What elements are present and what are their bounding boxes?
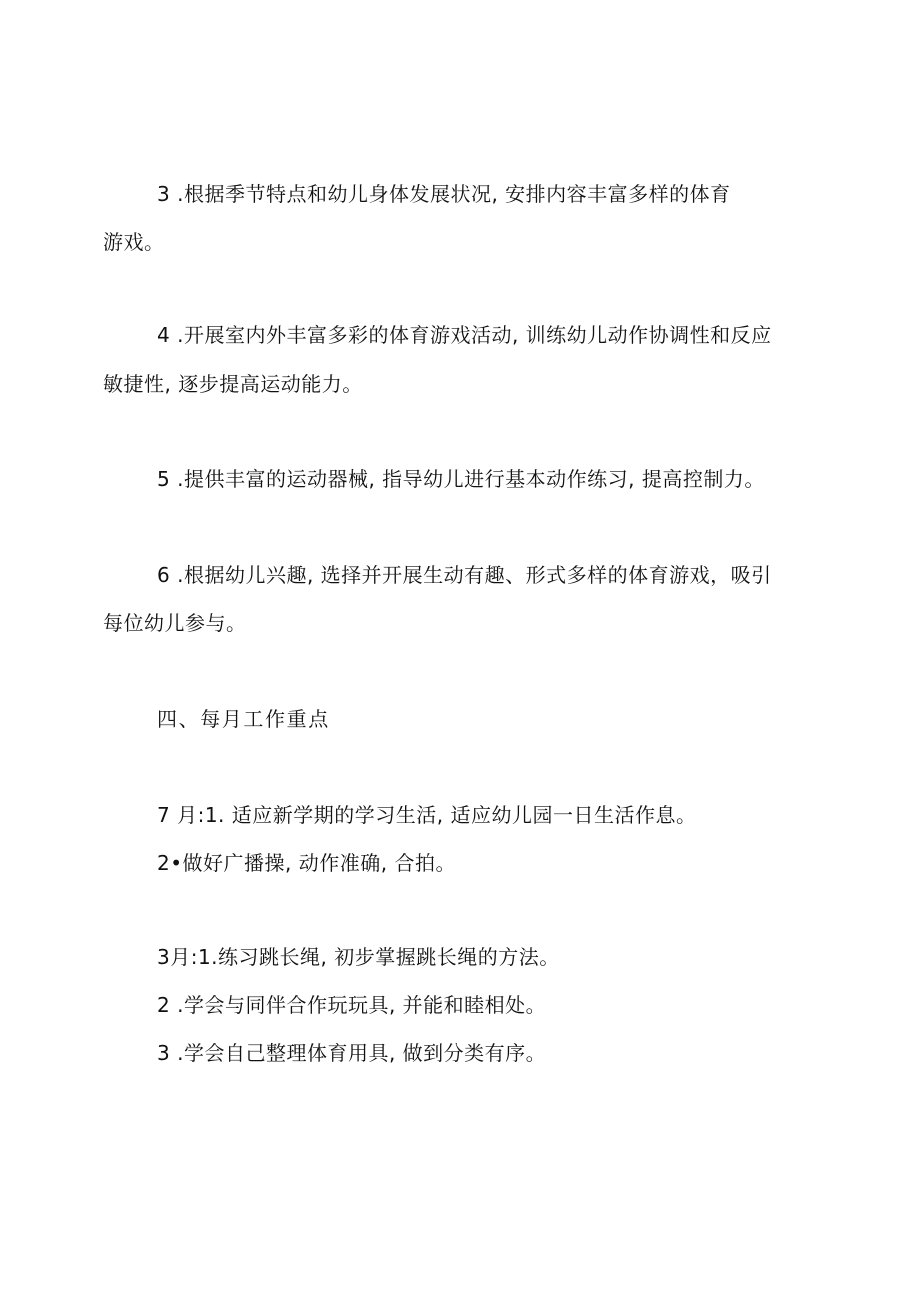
- item-5-line-1: 5 .提供丰富的运动器械, 指导幼儿进行基本动作练习, 提高控制力。: [157, 467, 765, 491]
- item-4-line-1: 4 .开展室内外丰富多彩的体育游戏活动, 训练幼儿动作协调性和反应: [157, 323, 772, 347]
- item-3-line-2: 游戏。: [103, 230, 165, 254]
- month-plan-2-line-2: 2 .学会与同伴合作玩玩具, 并能和睦相处。: [157, 993, 547, 1017]
- section-heading: 四、每月工作重点: [157, 707, 330, 731]
- month-plan-1-line-1: 7 月:1. 适应新学期的学习生活, 适应幼儿园一日生活作息。: [157, 803, 697, 827]
- month-plan-2-line-3: 3 .学会自己整理体育用具, 做到分类有序。: [157, 1041, 547, 1065]
- item-6-line-1: 6 .根据幼儿兴趣, 选择并开展生动有趣、形式多样的体育游戏，吸引: [157, 563, 772, 587]
- item-4-line-2: 敏捷性, 逐步提高运动能力。: [103, 372, 363, 396]
- item-3-line-1: 3 .根据季节特点和幼儿身体发展状况, 安排内容丰富多样的体育: [157, 182, 731, 206]
- month-plan-2-line-1: 3月:1.练习跳长绳, 初步掌握跳长绳的方法。: [157, 945, 560, 969]
- month-plan-1-line-2: 2•做好广播操, 动作准确, 合拍。: [157, 851, 456, 875]
- item-6-line-2: 每位幼儿参与。: [103, 611, 247, 635]
